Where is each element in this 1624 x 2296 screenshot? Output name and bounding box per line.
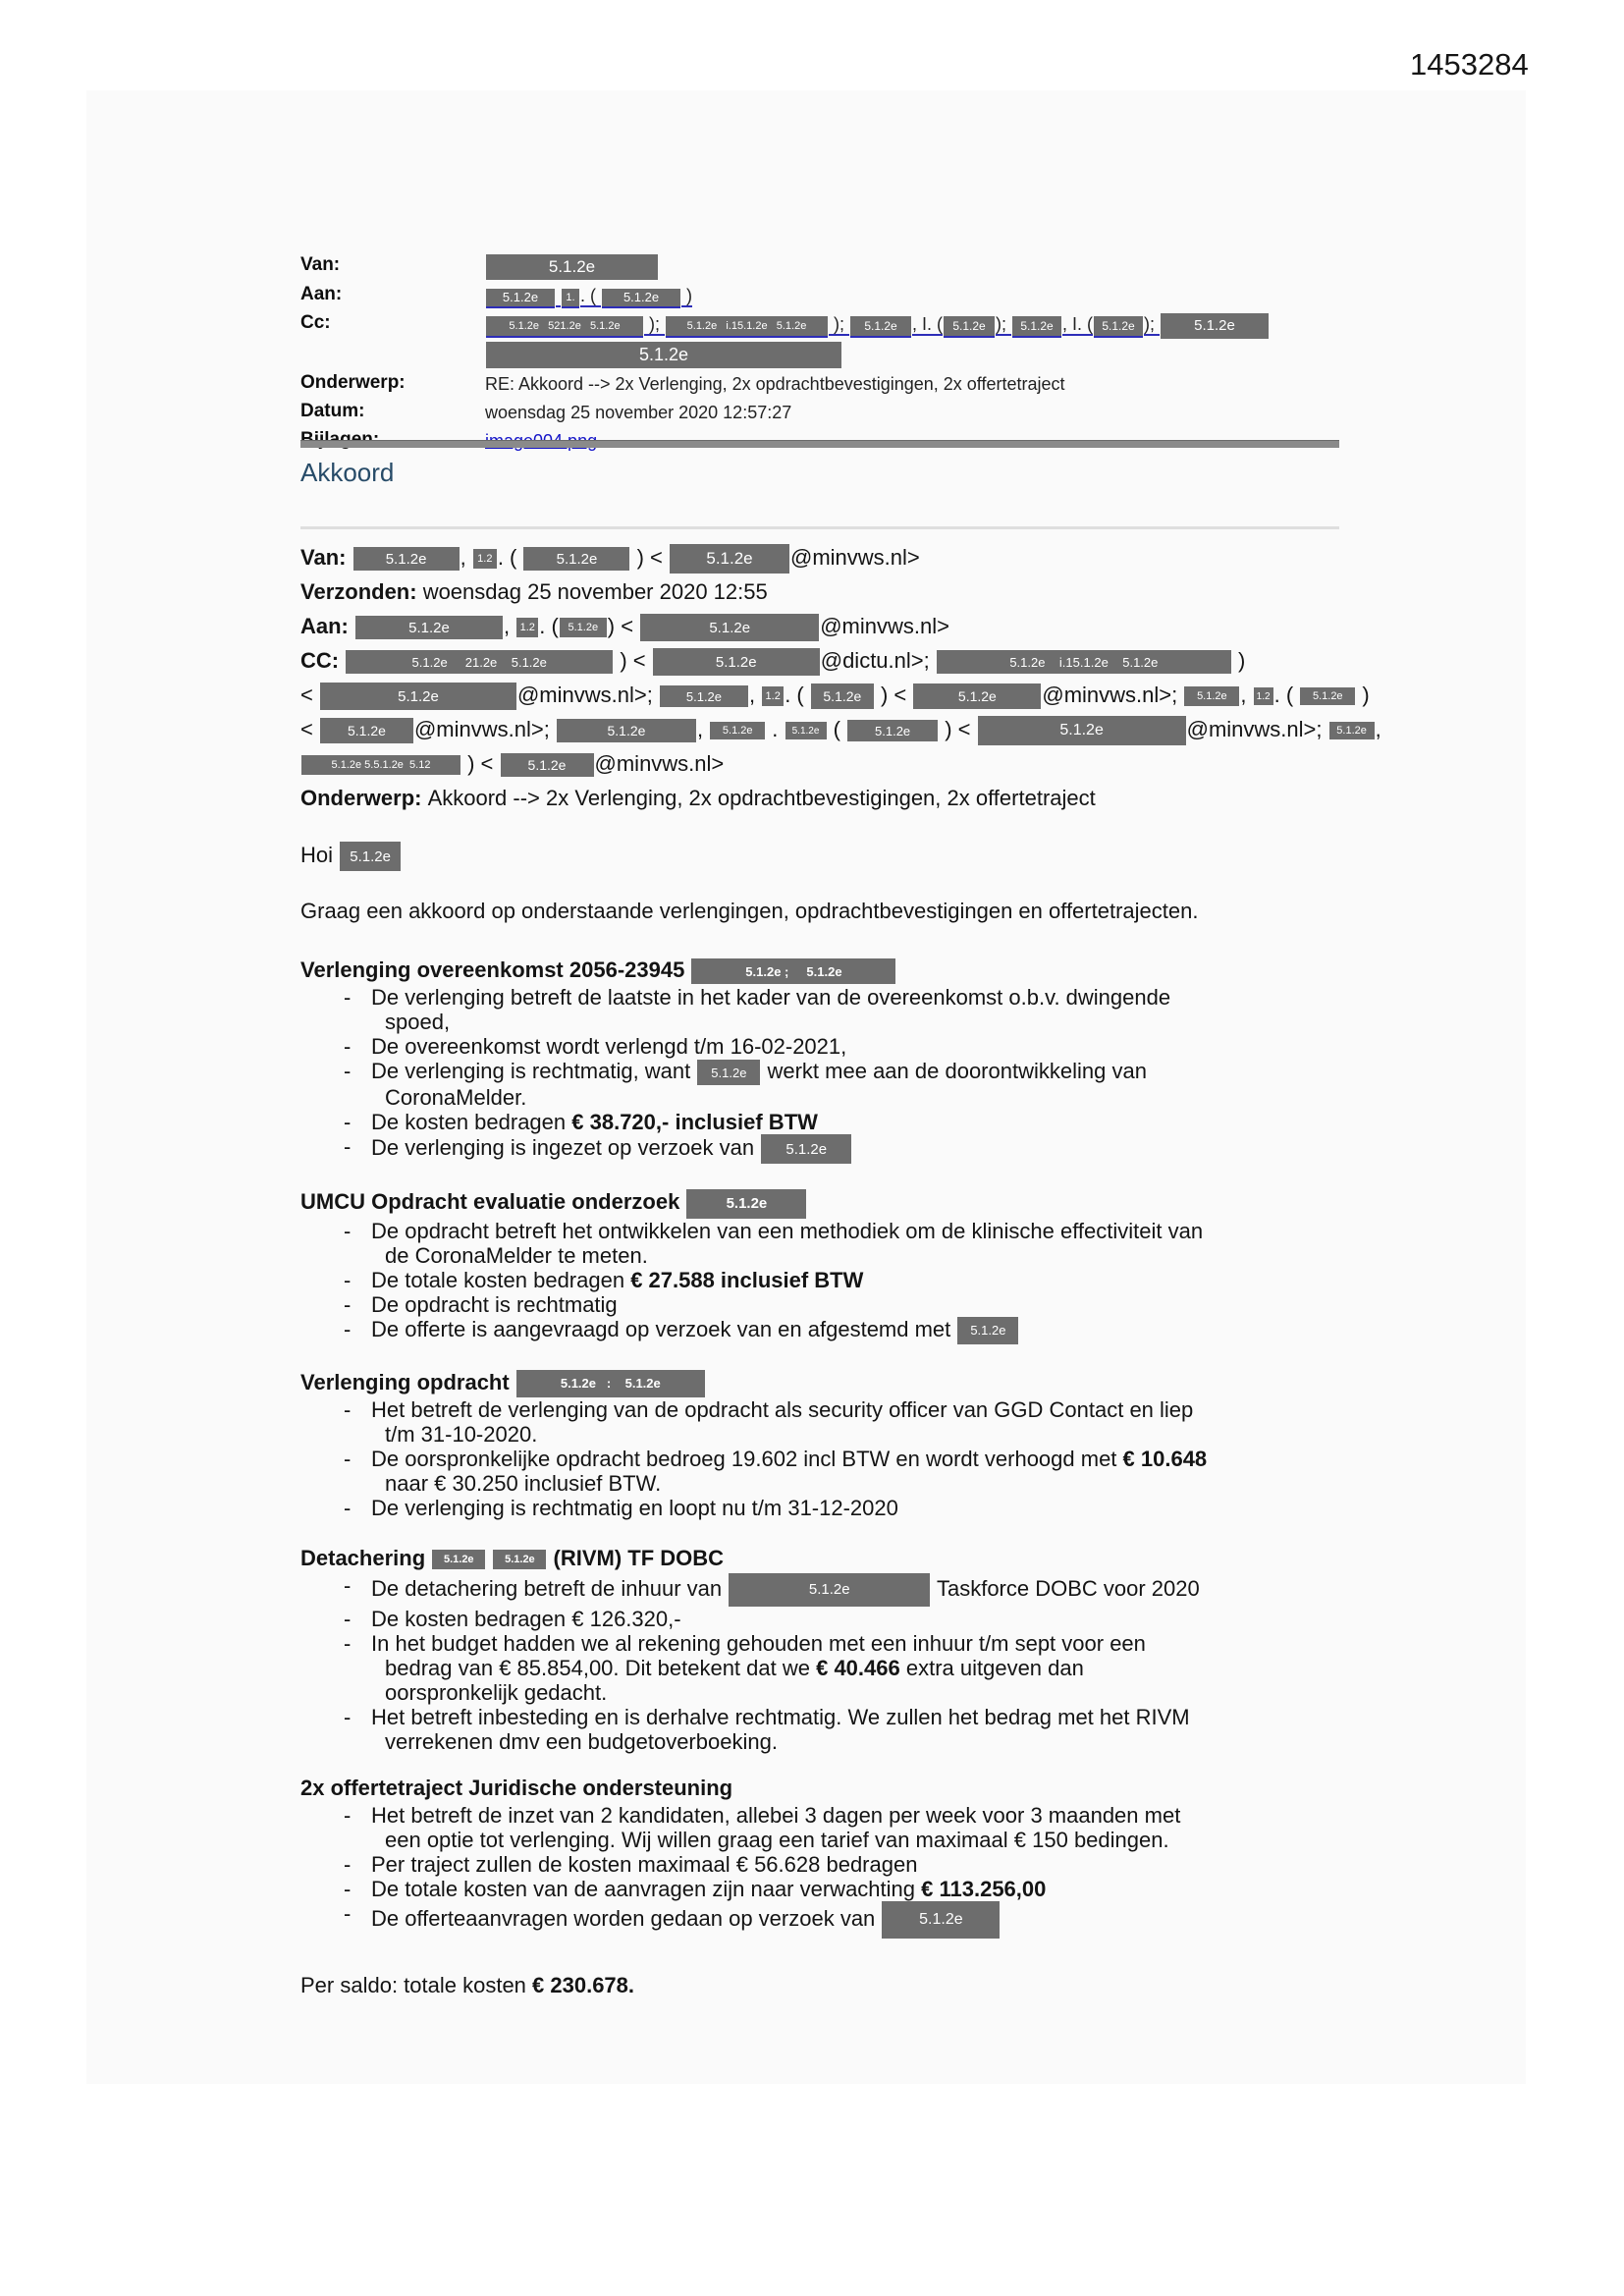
text-run: ) < (939, 717, 977, 741)
text-run: De overeenkomst wordt verlengd t/m 16-02-2021, (371, 1034, 847, 1060)
bullet-dash: - (344, 1704, 352, 1729)
text-run: ) (1231, 648, 1246, 673)
redaction-box: 5.1.2e ; 5.1.2e (691, 958, 895, 984)
bullet-item (300, 1110, 1361, 1134)
bullet-dash: - (344, 1900, 352, 1926)
header-row (300, 400, 1390, 425)
text-run: De verlenging is ingezet op verzoek van (371, 1135, 761, 1161)
quoted-header-line (300, 781, 1361, 815)
redaction-box: 5.1.2e (1329, 722, 1375, 739)
redaction-box: 5.1.2e (710, 722, 765, 739)
redaction-box: 5.1.2e (486, 289, 555, 306)
text-run: @dictu.nl>; (820, 648, 936, 673)
quoted-header-line (300, 712, 1381, 746)
text-run: RE: Akkoord --> 2x Verlenging, 2x opdrachtbevestigingen, 2x offertetraject (485, 374, 1065, 395)
quoted-header-line (300, 643, 1361, 678)
text-run: , I. ( (912, 314, 943, 335)
redaction-box: 5.1.2e (432, 1550, 485, 1569)
redaction-box: 5.1.2e (761, 1134, 851, 1164)
body-section (300, 956, 1361, 1164)
redaction-box: 5.1.2e (1184, 686, 1239, 706)
bold-text: Verzonden: (300, 579, 423, 604)
text-run: ) (1356, 683, 1370, 707)
redaction-box: 5.1.2e (670, 544, 789, 574)
text-run: < (300, 717, 319, 741)
bullet-item (300, 985, 1361, 1034)
redaction-box: 5.1.2e (847, 720, 938, 741)
bullet-dash: - (344, 1606, 352, 1631)
paragraph (300, 897, 1361, 926)
bullet-dash: - (344, 1495, 352, 1520)
bold-text: € 38.720,- inclusief BTW (571, 1110, 818, 1135)
body-section (300, 1544, 1361, 1754)
text-run: . ( (539, 614, 559, 638)
header-label: Datum: (300, 401, 365, 422)
bullet-dash: - (344, 1218, 352, 1243)
text-run: In het budget hadden we al rekening gehouden met een inhuur t/m sept voor een (371, 1630, 1146, 1656)
text-run: , (1375, 717, 1381, 741)
text-run: ); (996, 314, 1011, 335)
quoted-header-line (300, 574, 1361, 609)
text-run: . (766, 717, 785, 741)
text-run: De offerteaanvragen worden gedaan op verzoek van (371, 1905, 882, 1931)
redaction-box: 5.1.2e (957, 1317, 1018, 1344)
header-value (485, 253, 1390, 280)
bold-text: € 27.588 inclusief BTW (630, 1267, 864, 1292)
redaction-box: 5.1.2e (355, 616, 503, 639)
bullet-item (300, 1573, 1361, 1607)
text-run: Het betreft inbesteding en is derhalve rechtmatig. We zullen het bedrag met het RIVM (371, 1704, 1190, 1729)
text-run (486, 1546, 492, 1570)
header-value (485, 311, 1390, 338)
bullet-item (300, 1134, 1361, 1164)
section-heading (300, 1774, 1361, 1803)
redaction-box: 5.1.2e (811, 683, 874, 709)
header-label: Aan: (300, 284, 343, 305)
text-run: extra uitgeven dan (899, 1655, 1084, 1680)
bullet-item (300, 1268, 1361, 1292)
text-run: Akkoord --> 2x Verlenging, 2x opdrachtbevestigingen, 2x offertetraject (427, 786, 1096, 810)
text-run (556, 286, 561, 305)
bullet-dash: - (344, 1802, 352, 1828)
text-run: De oorspronkelijke opdracht bedroeg 19.602 incl BTW en wordt verhoogd met (371, 1446, 1123, 1471)
body-section (300, 1368, 1361, 1520)
mail-body-block (300, 540, 1381, 1999)
redaction-box: 5.1.2e (913, 683, 1041, 709)
text-run: ) < (874, 683, 913, 707)
text-run: t/m 31-10-2020. (385, 1421, 538, 1447)
bold-text: Verlenging opdracht (300, 1369, 515, 1394)
redaction-box: 5.1.2e 21.2e 5.1.2e (346, 650, 613, 674)
redaction-box: 5.1.2e (320, 718, 413, 743)
text-run: ) < (614, 648, 652, 673)
redaction-box: 1.2 (762, 686, 784, 706)
text-run: , (748, 683, 762, 707)
text-run: De opdracht is rechtmatig (371, 1291, 618, 1317)
text-run: Per traject zullen de kosten maximaal € 56.628 bedragen (371, 1851, 918, 1877)
bullet-dash: - (344, 1876, 352, 1901)
body-section (300, 1187, 1361, 1343)
redaction-box: 5.1.2e (501, 753, 594, 777)
quoted-header-line (300, 746, 1361, 781)
redaction-box: 5.1.2e 521.2e 5.1.2e (486, 316, 643, 336)
redaction-box: 5.1.2e (523, 547, 629, 571)
text-run: Hoi (300, 843, 340, 867)
redaction-box: 5.1.2e (944, 316, 995, 336)
bold-text: Onderwerp: (300, 786, 428, 810)
text-run: ) < (630, 545, 669, 570)
text-run: . ( (497, 545, 523, 570)
redaction-box: 5.1.2e (493, 1550, 546, 1569)
bullet-item (300, 1901, 1361, 1939)
redaction-box: 5.1.2e (602, 289, 680, 306)
bullet-dash: - (344, 1267, 352, 1292)
redaction-box: 1.2 (516, 618, 538, 637)
text-run: ( (827, 717, 847, 741)
text-run: De opdracht betreft het ontwikkelen van een methodiek om de klinische effectiviteit van (371, 1218, 1204, 1243)
bold-text: € 10.648 (1122, 1446, 1208, 1471)
redaction-box: 5.1.2e (353, 547, 460, 571)
text-run: . ( (785, 683, 810, 707)
bold-text: € 230.678. (532, 1972, 635, 1997)
text-run: de CoronaMelder te meten. (385, 1242, 648, 1268)
bullet-item (300, 1631, 1361, 1705)
text-run: Het betreft de verlenging van de opdracht als security officer van GGD Contact en liep (371, 1396, 1194, 1422)
text-run: ); (644, 314, 665, 335)
header-label: Onderwerp: (300, 372, 406, 394)
text-run: ); (829, 314, 849, 335)
redaction-box: 5.1.2e (978, 716, 1186, 745)
text-run: bedrag van € 85.854,00. Dit betekent dat we (385, 1655, 817, 1680)
bullet-dash: - (344, 1446, 352, 1471)
text-run: ) < (461, 751, 500, 776)
text-run: De verlenging betreft de laatste in het kader van de overeenkomst o.b.v. dwingende (371, 985, 1171, 1011)
paragraph (300, 841, 1361, 871)
quoted-header-line (300, 540, 1361, 574)
header-value (485, 342, 1390, 369)
redaction-box: 5.1.2e (640, 614, 819, 641)
bullet-item (300, 1447, 1361, 1496)
bullet-dash: - (344, 985, 352, 1011)
bullet-item (300, 1219, 1361, 1268)
text-run: verrekenen dmv een budgetoverboeking. (385, 1728, 778, 1754)
redaction-box: 5.1.2e (340, 842, 401, 871)
bold-text: € 40.466 (816, 1655, 900, 1680)
bullet-item (300, 1877, 1361, 1901)
text-run: spoed, (385, 1010, 451, 1035)
divider-thin (300, 526, 1339, 529)
bold-text: CC: (300, 648, 346, 673)
redaction-box: 5.1.2e i.15.1.2e 5.1.2e (666, 316, 828, 336)
text-run: @minvws.nl>; (413, 717, 556, 741)
bullet-dash: - (344, 1396, 352, 1422)
bold-text: Verlenging overeenkomst 2056-23945 (300, 957, 691, 983)
redaction-box: 5.1.2e (850, 316, 911, 336)
redaction-box: 5.1.2e (1012, 316, 1061, 336)
redaction-box: 5.1.2e (557, 719, 696, 742)
redaction-box: 5.1.2e i.15.1.2e 5.1.2e (937, 650, 1231, 674)
redaction-box: 5.1.2e (697, 1060, 760, 1085)
bullet-item (300, 1705, 1361, 1754)
redaction-box: 5.1.2e : 5.1.2e (516, 1370, 705, 1397)
bullet-dash: - (344, 1110, 352, 1135)
bullet-item (300, 1852, 1361, 1877)
header-label: Van: (300, 254, 341, 275)
text-run: ) (681, 286, 693, 306)
bold-text: 2x offertetraject Juridische ondersteuning (300, 1775, 733, 1800)
header-value (485, 371, 1390, 397)
text-run: @minvws.nl>; (516, 683, 659, 707)
redaction-box: 5.1.2e (1300, 687, 1355, 705)
header-row (300, 283, 1390, 308)
redaction-box: 5.1.2e (486, 254, 658, 280)
redaction-box: 5.1.2e (660, 685, 748, 707)
document-number: 1453284 (1410, 47, 1529, 82)
text-run: De offerte is aangevraagd op verzoek van en afgestemd met (371, 1316, 957, 1341)
bullet-item (300, 1317, 1361, 1344)
bold-text: Detachering (300, 1545, 432, 1570)
redaction-box: 5.1.2e (560, 618, 607, 637)
redaction-box: 1. (562, 289, 579, 306)
text-run: @minvws.nl> (790, 545, 920, 570)
text-run: @minvws.nl> (820, 614, 949, 638)
bullet-item (300, 1034, 1361, 1059)
mail-header-block (300, 253, 1390, 457)
bold-text: UMCU Opdracht evaluatie onderzoek (300, 1189, 686, 1215)
redaction-box: 5.1.2e (686, 1189, 806, 1219)
bullet-item (300, 1397, 1361, 1447)
text-run: naar € 30.250 inclusief BTW. (385, 1470, 662, 1496)
text-run: oorspronkelijk gedacht. (385, 1679, 608, 1705)
header-row (300, 311, 1390, 338)
text-run: een optie tot verlenging. Wij willen graag een tarief van maximaal € 150 bedingen. (385, 1827, 1169, 1852)
text-run: , (504, 614, 516, 638)
text-run: @minvws.nl>; (1186, 717, 1328, 741)
text-run: ); (1144, 314, 1160, 335)
text-run: De verlenging is rechtmatig en loopt nu t/m 31-12-2020 (371, 1495, 898, 1520)
text-run: werkt mee aan de doorontwikkeling van (761, 1059, 1147, 1084)
redaction-box: 5.1.2e (729, 1573, 930, 1607)
redaction-box: 1.2 (473, 549, 497, 569)
redaction-box: 5.1.2e (785, 722, 827, 739)
text-run: , (460, 545, 472, 570)
text-run: Graag een akkoord op onderstaande verlengingen, opdrachtbevestigingen en offertetrajecten. (300, 899, 1199, 924)
bullet-dash: - (344, 1059, 352, 1084)
text-run: De verlenging is rechtmatig, want (371, 1059, 697, 1084)
quoted-header-line (300, 678, 1370, 712)
redaction-box: 5.1.2e (1161, 313, 1269, 339)
bold-text: Van: (300, 545, 352, 570)
text-run: , (696, 717, 710, 741)
text-run: @minvws.nl> (594, 751, 725, 776)
text-run: < (300, 683, 319, 707)
bullet-dash: - (344, 1316, 352, 1341)
text-run: . ( (1273, 683, 1300, 707)
text-run: . ( (580, 286, 602, 306)
header-row (300, 253, 1390, 280)
text-run: , I. ( (1062, 314, 1093, 335)
redaction-box: 5.1.2e (653, 648, 820, 676)
text-run: woensdag 25 november 2020 12:55 (422, 579, 768, 604)
bullet-item (300, 1803, 1361, 1852)
bold-text: € 113.256,00 (921, 1876, 1047, 1901)
bullet-item (300, 1292, 1361, 1317)
header-value (485, 283, 1390, 308)
text-run: De kosten bedragen (371, 1110, 572, 1135)
bold-text: (RIVM) TF DOBC (547, 1545, 725, 1570)
text-run: ) < (607, 614, 640, 638)
text-run: @minvws.nl>; (1042, 683, 1184, 707)
body-section (300, 1774, 1361, 1939)
header-value (485, 400, 1390, 425)
reply-text: Akkoord (300, 458, 395, 487)
bullet-dash: - (344, 1630, 352, 1656)
section-heading (300, 1368, 1361, 1397)
bullet-dash: - (344, 1291, 352, 1317)
bold-text: Aan: (300, 614, 354, 638)
redaction-box: 5.1.2e (486, 342, 841, 368)
text-run: De detachering betreft de inhuur van (371, 1575, 729, 1601)
header-row (300, 342, 1390, 369)
bullet-dash: - (344, 1851, 352, 1877)
bullet-item (300, 1496, 1361, 1520)
section-heading (300, 1544, 1361, 1573)
bullet-item (300, 1059, 1361, 1110)
text-run: , (1240, 683, 1253, 707)
paragraph (300, 1972, 1361, 1999)
quoted-header-line (300, 609, 1361, 643)
section-heading (300, 1187, 1361, 1218)
text-run: De kosten bedragen € 126.320,- (371, 1606, 681, 1631)
bullet-item (300, 1607, 1361, 1631)
text-run: CoronaMelder. (385, 1085, 527, 1111)
section-heading (300, 956, 1361, 985)
text-run: Het betreft de inzet van 2 kandidaten, allebei 3 dagen per week voor 3 maanden met (371, 1802, 1181, 1828)
text-run: De totale kosten van de aanvragen zijn naar verwachting (371, 1876, 922, 1901)
text-run: Taskforce DOBC voor 2020 (931, 1575, 1200, 1601)
header-row (300, 371, 1390, 397)
redaction-box: 5.1.2e (1094, 316, 1143, 336)
redaction-box: 5.1.2e (882, 1901, 1000, 1939)
redaction-box: 1.2 (1254, 687, 1273, 705)
redaction-box: 5.1.2e (320, 683, 516, 710)
bullet-dash: - (344, 1134, 352, 1160)
redaction-box: 5.1.2e 5.5.1.2e 5.12 (301, 755, 460, 775)
divider-thick (300, 440, 1339, 448)
text-run: woensdag 25 november 2020 12:57:27 (485, 403, 792, 423)
bullet-dash: - (344, 1034, 352, 1060)
text-run: De totale kosten bedragen (371, 1267, 631, 1292)
text-run: Per saldo: totale kosten (300, 1972, 533, 1997)
header-label: Cc: (300, 312, 331, 334)
bullet-dash: - (344, 1572, 352, 1598)
